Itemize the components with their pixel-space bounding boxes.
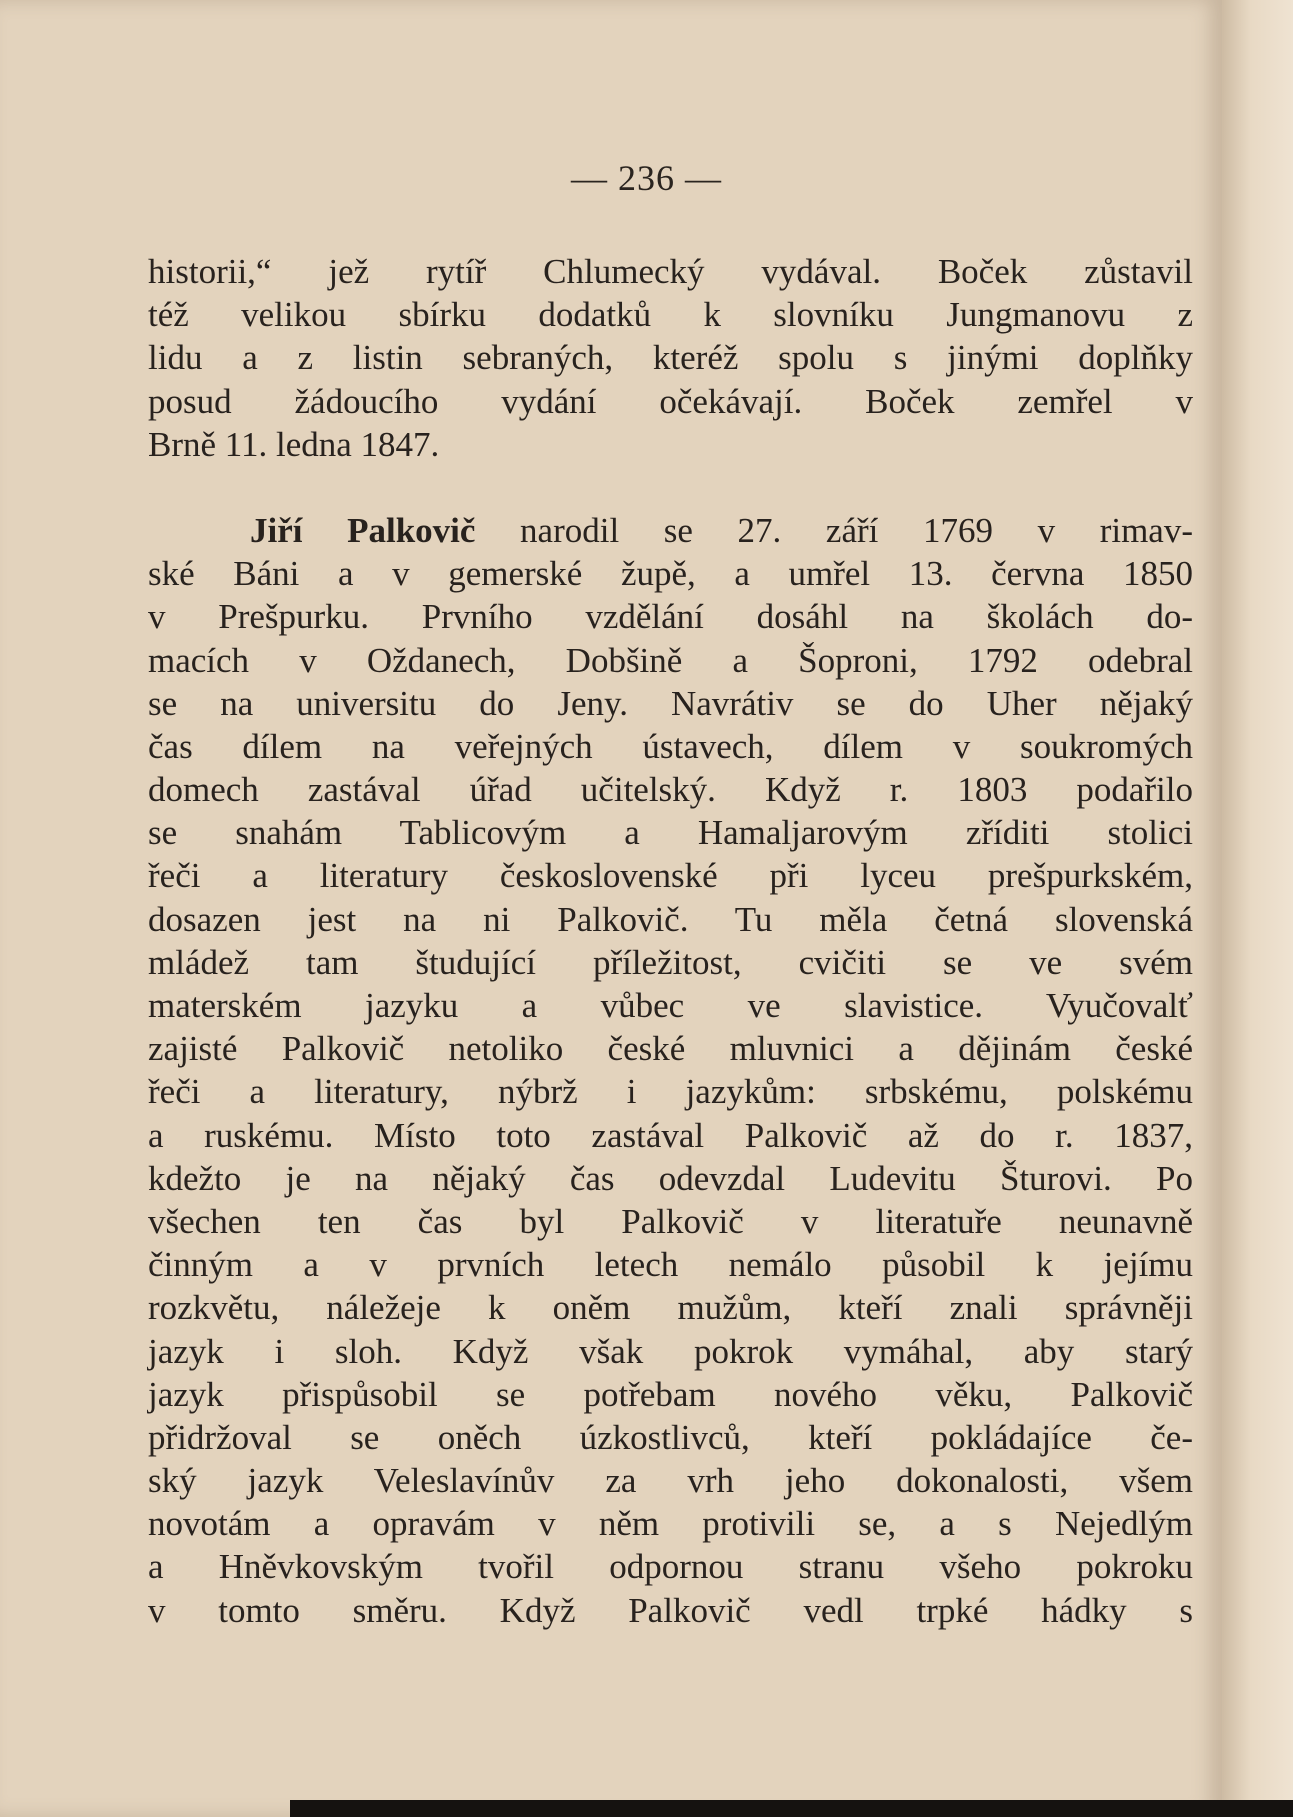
text-line: přidržoval se oněch úzkostlivců, kteří pokládajíce če- bbox=[148, 1417, 1193, 1457]
text-line: rozkvětu, náležeje k oněm mužům, kteří znali správněji bbox=[148, 1288, 1193, 1328]
text-line: též velikou sbírku dodatků k slovníku Jungmanovu z bbox=[148, 295, 1193, 335]
paragraph-gap bbox=[148, 466, 1193, 509]
paragraph-2 bbox=[148, 509, 1193, 1632]
text-line: lidu a z listin sebraných, kteréž spolu s jinými doplňky bbox=[148, 338, 1193, 378]
text-line: a ruskému. Místo toto zastával Palkovič až do r. 1837, bbox=[148, 1115, 1193, 1155]
text-line bbox=[148, 509, 1193, 552]
text-line: zajisté Palkovič netoliko české mluvnici a dějinám české bbox=[148, 1029, 1193, 1069]
text-line: všechen ten čas byl Palkovič v literatuře neunavně bbox=[148, 1201, 1193, 1241]
text-line: Brně 11. ledna 1847. bbox=[148, 424, 440, 464]
text-line: dosazen jest na ni Palkovič. Tu měla četná slovenská bbox=[148, 899, 1193, 939]
text-line: posud žádoucího vydání očekávají. Boček zemřel v bbox=[148, 381, 1193, 421]
text-line: v tomto směru. Když Palkovič vedl trpké hádky s bbox=[148, 1590, 1193, 1630]
text-line: řeči a literatury československé při lyceu prešpurkském, bbox=[148, 856, 1193, 896]
text-line: jazyk přispůsobil se potřebam nového věku, Palkovič bbox=[148, 1374, 1193, 1414]
text-line: činným a v prvních letech nemálo působil k jejímu bbox=[148, 1245, 1193, 1285]
facing-page-edge bbox=[1222, 0, 1293, 1817]
text-line: ské Báni a v gemerské župě, a umřel 13. června 1850 bbox=[148, 554, 1193, 594]
text-line: čas dílem na veřejných ústavech, dílem v soukromých bbox=[148, 726, 1193, 766]
text-line: macích v Oždanech, Dobšině a Šoproni, 1792 odebral bbox=[148, 640, 1193, 680]
paragraph-1 bbox=[148, 250, 1193, 466]
text-line: se na universitu do Jeny. Navrátiv se do Uher nějaký bbox=[148, 683, 1193, 723]
text-run: narodil se 27. září 1769 v rimav- bbox=[475, 510, 1193, 550]
text-line: a Hněvkovským tvořil odpornou stranu všeho pokroku bbox=[148, 1547, 1193, 1587]
page-number: — 236 — bbox=[571, 158, 722, 198]
text-line: kdežto je na nějaký čas odevzdal Ludevitu Šturovi. Po bbox=[148, 1158, 1193, 1198]
text-line: novotám a opravám v něm protivili se, a s Nejedlým bbox=[148, 1504, 1193, 1544]
text-line: jazyk i sloh. Když však pokrok vymáhal, aby starý bbox=[148, 1331, 1193, 1371]
text-line: mládež tam študující příležitost, cvičiti se ve svém bbox=[148, 942, 1193, 982]
scan-border bbox=[290, 1800, 1293, 1817]
body-text bbox=[148, 250, 1193, 1632]
text-line: historii,“ jež rytíř Chlumecký vydával. Boček zůstavil bbox=[148, 252, 1193, 291]
text-line: řeči a literatury, nýbrž i jazykům: srbskému, polskému bbox=[148, 1072, 1193, 1112]
text-line: se snahám Tablicovým a Hamaljarovým zříditi stolici bbox=[148, 813, 1193, 853]
text-line: materském jazyku a vůbec ve slavistice. Vyučovalť bbox=[148, 986, 1193, 1025]
text-line: v Prešpurku. Prvního vzdělání dosáhl na školách do- bbox=[148, 597, 1193, 637]
person-name: Jiří Palkovič bbox=[250, 510, 476, 550]
text-line: ský jazyk Veleslavínův za vrh jeho dokonalosti, všem bbox=[148, 1461, 1193, 1501]
text-line: domech zastával úřad učitelský. Když r. 1803 podařilo bbox=[148, 770, 1193, 810]
